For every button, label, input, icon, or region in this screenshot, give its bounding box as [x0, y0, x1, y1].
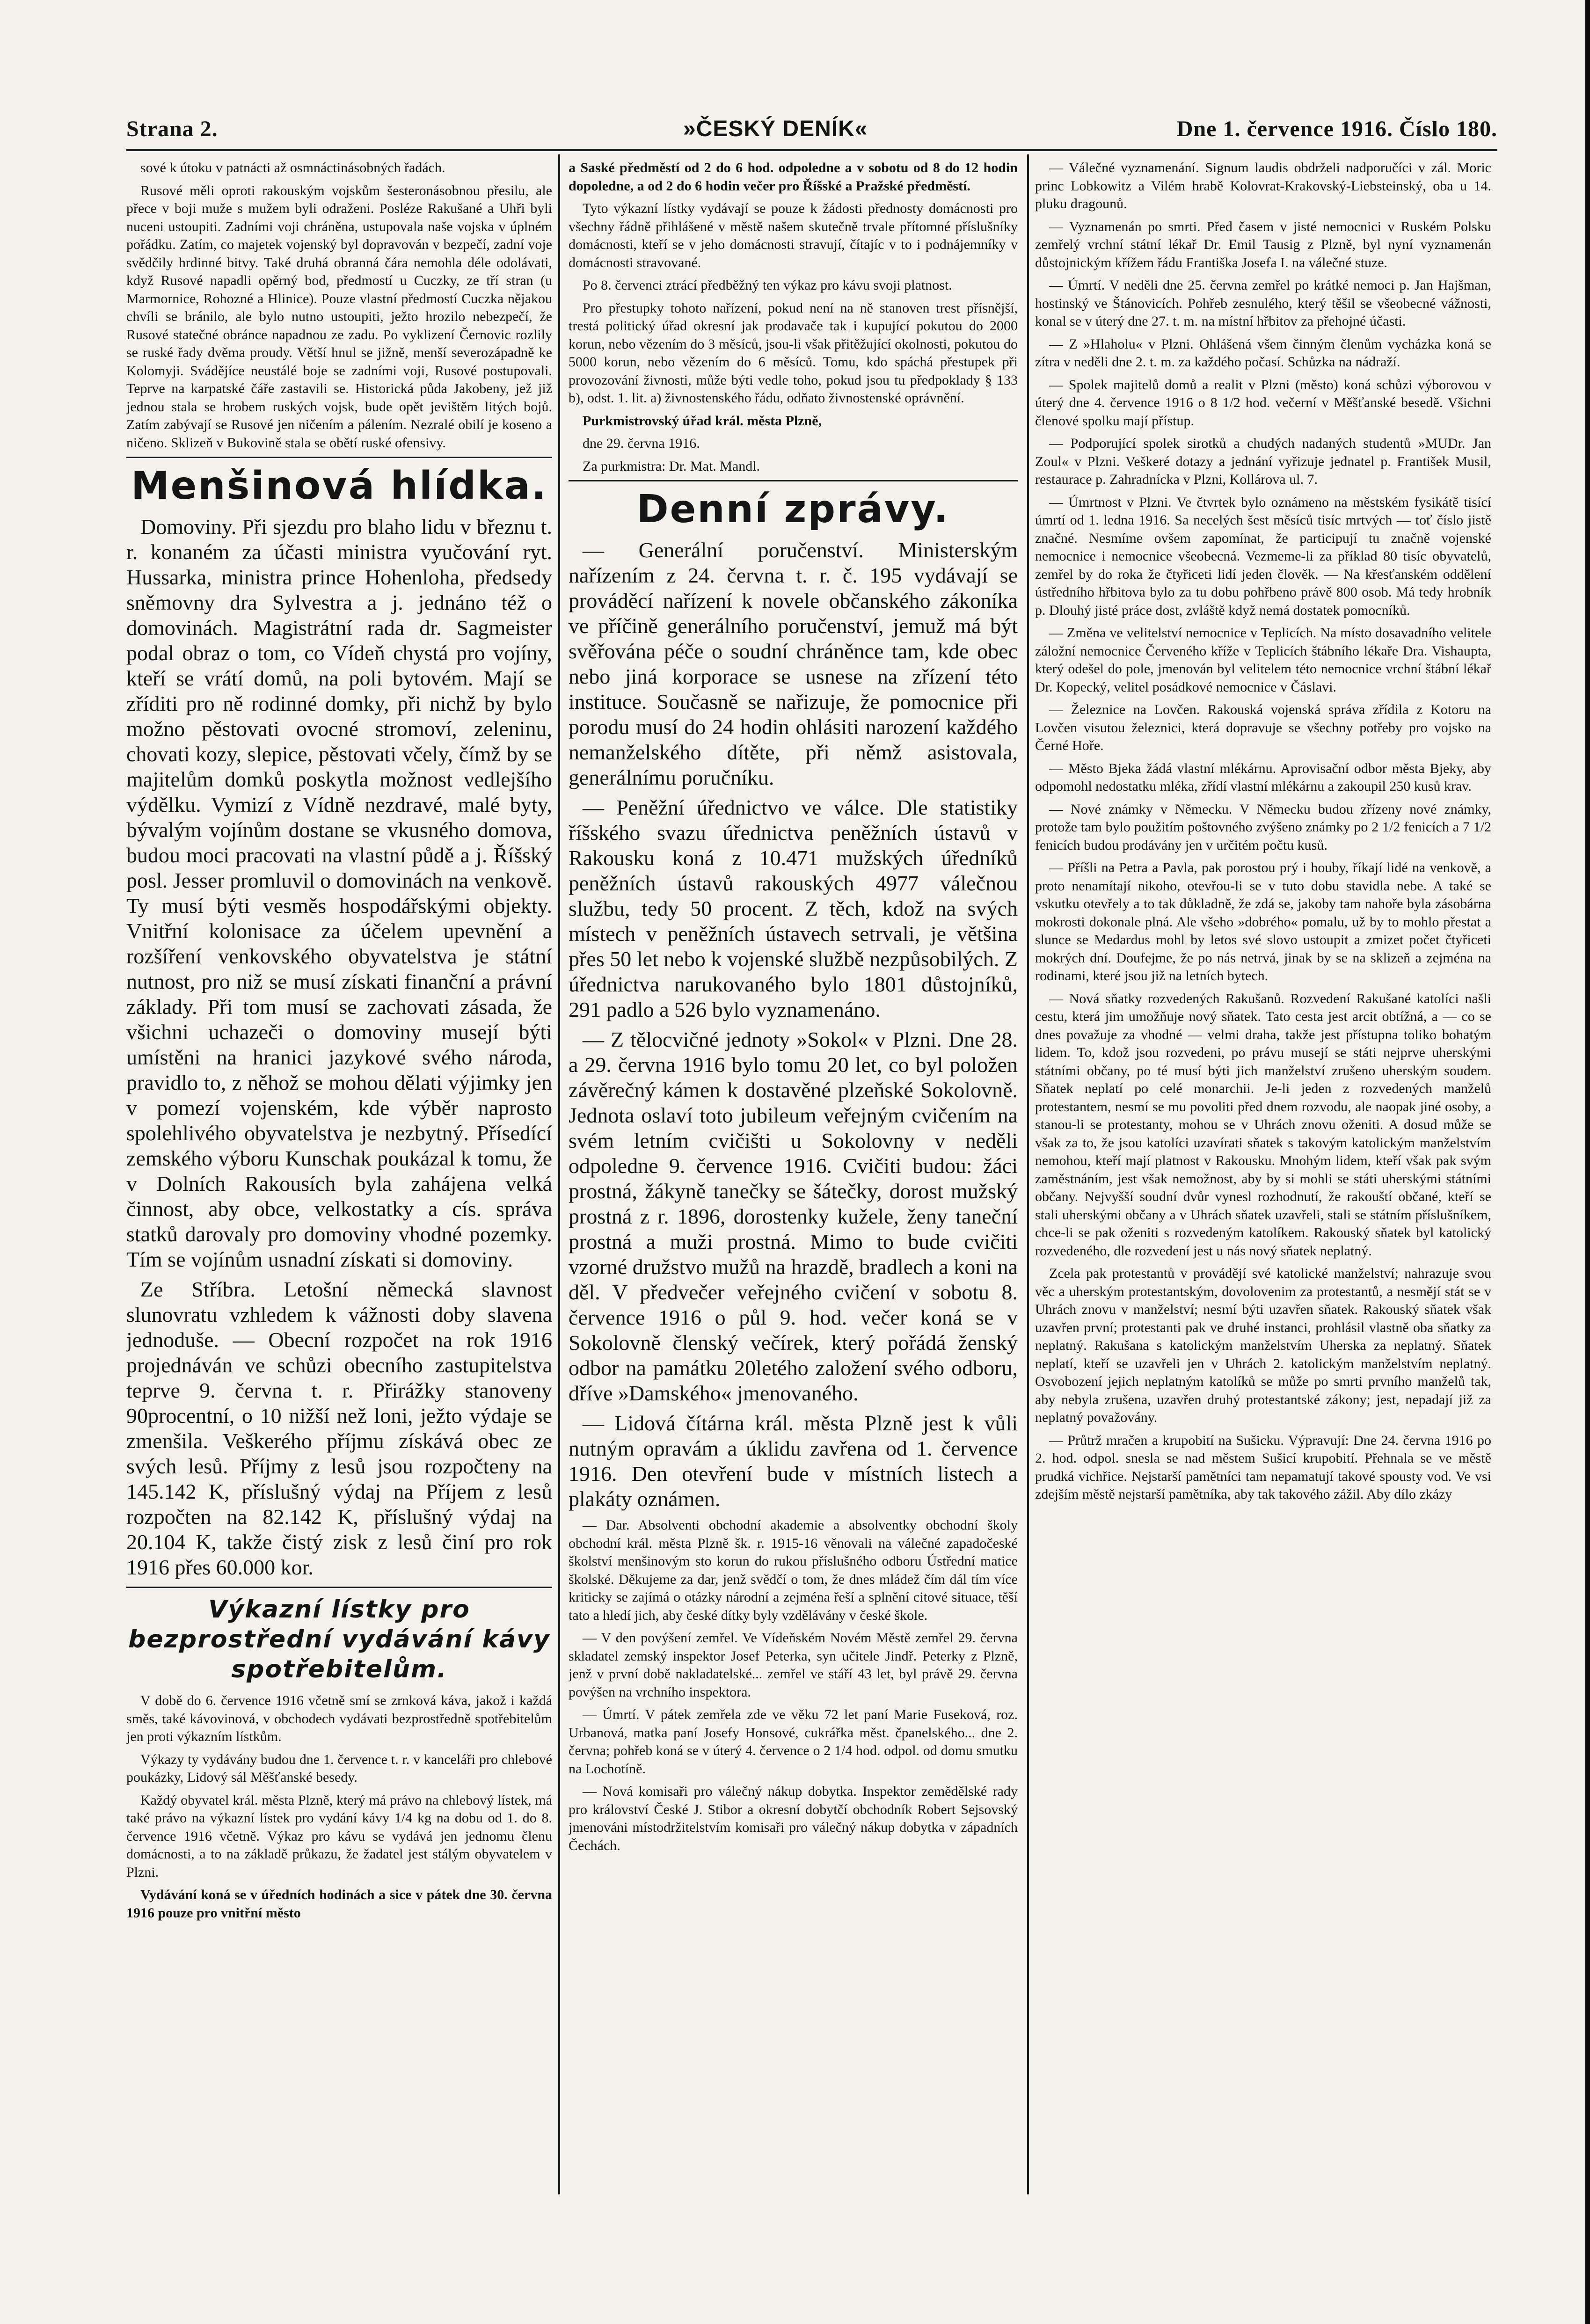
paragraph: Rusové měli oproti rakouským vojskům šesteronásobnou přesilu, ale přece v boji muže s mužem byli odraženi. Posléze Rakušané a Uhři byli nuceni ustoupiti. Zadními voji chráněna, ustupovala naše vojska v úplném pořádku. Zatím, co majetek vojenský byl dopravován v bezpečí, zadní voje svědčily hrdinné bitvy. Také druhá obranná čára nemohla déle odolávati, když Rusové napadli opěrný bod, předmostí u Cuczky, ze tří stran (u Marmornice, Rohozné a Hlinice). Pouze vlastní předmostí Cuczka nějakou chvíli se bránilo, ale bylo nutno ustoupiti, ježto hrozilo nebezpečí, že Rusové statečné obránce napadnou ze zadu. Po vyklizení Černovic rozlily se ruské řady dvěma proudy. Větší hnul se jižně, menší severozápadně ke Kolomyji. Svádějíce neustálé boje se zadními voji, Rusové postupovali. Teprve na karpatské čáře zastavili se. Historická půda Jakobeny, jež již jednou stala se hrobem ruských vojsk, bude opět jevištěm litých bojů. Zatím zabývají se Rusové jen ničením a pálením. Nezralé obilí je koseno a ničeno. Sklizeň v Bukovině stala se obětí ruské ofensivy. [126, 182, 552, 451]
news-item: — Příšli na Petra a Pavla, pak porostou prý i houby, říkají lidé na venkově, a proto nenamítají nikoho, otevřou-li se v tuto dobu stavidla nebe. A také se vskutku otevřely a to tak důkladně, že zdá se, jakoby tam nahoře byla zásobárna mokrosti dokonale plná. Ale všeho »dobrého« pomalu, už by to mohlo přestat a slunce se Medardus mohl by letos své slovo ustoupit a zmizet počet čtyřiceti mokrých dní. Doufejme, že po nás netrvá, jinak by se na sklizeň a zejména na rodinami, které jsou již na letních bytech. [1035, 860, 1491, 984]
paragraph: Domoviny. Při sjezdu pro blaho lidu v březnu t. r. konaném za účasti ministra vyučování ryt. Hussarka, ministra prince Hohenloha, předsedy sněmovny dra Sylvestra a j. jednáno též o domovinách. Magistrátní rada dr. Sagmeister podal obraz o tom, co Vídeň chystá pro vojíny, kteří se vrátí domů, na poli bytovém. Mají se zříditi pro ně rodinné domky, při nichž by bylo možno pěstovati ovocné stromoví, zeleninu, chovati kozy, slepice, pěstovati včely, čímž by se majitelům domků poskytla možnost vedlejšího výdělku. Vymizí z Vídně nezdravé, malé byty, bývalým vojínům dostane se vkusného domova, budou moci pracovati na vlastní půdě a j. Říšský posl. Jesser promluvil o domovinách na venkově. Ty musí býti vesměs hospodářskými objekty. Vnitřní kolonisace za účelem upevnění a rozšíření venkovského obyvatelstva je státní nutnost, pro niž se musí získati finanční a právní základy. Při tom musí se zachovati zásada, že všichni uchazeči o domoviny musejí býti umístěni na hranici jazykové svého národa, pravidlo to, z něhož se mohou dělati výjimky jen v pomezí vojenském, kde výběr naprosto spolehlivého obyvatelstva je nezbytný. Přísedící zemského výboru Kunschak poukázal k tomu, že v Dolních Rakousích byla zahájena velká činnost, aby obce, velkostatky a cís. správa statků darovaly pro domoviny vhodné pozemky. Tím se vojínům usnadní získati si domoviny. [126, 515, 552, 1271]
coffee-notice-continued [569, 159, 1018, 475]
paragraph: Po 8. červenci ztrácí předběžný ten výkaz pro kávu svoji platnost. [583, 277, 952, 293]
issue-date-line: dne 29. června 1916. [583, 436, 700, 451]
paragraph: V době do 6. července 1916 včetně smí se zrnková káva, jakož i každá směs, také kávovinová, v obchodech vydávati bezprostředně spotřebitelům jen proti výkazním lístkům. [126, 1693, 552, 1744]
column-rule-right [1027, 154, 1029, 2194]
news-item: — Vyznamenán po smrti. Před časem v jisté nemocnici v Ruském Polsku zemřelý vrchní státní lékař Dr. Emil Tausig z Plzně, byl nyní vyznamenán důstojnickým křížem řádu Františka Josefa I. na válečné stuze. [1035, 219, 1491, 270]
paragraph: Každý obyvatel král. města Plzně, který má právo na chlebový lístek, má také právo na výkazní lístek pro vydání kávy 1/4 kg na dobu od 1. do 8. července 1916 včetně. Výkaz pro kávu se vydává jen jednomu členu domácnosti, a to na základě průkazu, že žadatel jest stálým obyvatelem v Plzni. [126, 1792, 552, 1880]
article-divider [126, 457, 552, 458]
news-item: — Dar. Absolventi obchodní akademie a absolventky obchodní školy obchodní král. města Plzně šk. r. 1915-16 věnovali na válečné zapadočeské školství menšinovým sto korun do rukou příslušného odboru Ústřední matice školské. Děkujeme za dar, jenž svědčí o tom, že dnes mládež čím dál tím více kriticky se zajímá o otázky národní a zejména řeší a splnění citové situace, těší tato a hledí jich, aby české dítky byly vzdělávány v české škole. [569, 1517, 1018, 1623]
paragraph: a Saské předměstí od 2 do 6 hod. odpoledne a v sobotu od 8 do 12 hodin dopoledne, a od 2 do 6 hodin večer pro Říšské a Pražské předměstí. [569, 160, 1018, 194]
daily-news-main [569, 538, 1018, 1512]
paragraph: Tyto výkazní lístky vydávají se pouze k žádosti přednosty domácnosti pro všechny řádně přihlášené v městě našem skutečně trvale přítomné příslušníky domácnosti, kteří se v jeho domácnosti stravují, čítajíc v to i podnájemníky v domácnosti stravované. [569, 201, 1018, 270]
scan-edge [1585, 0, 1590, 2324]
news-item: — Město Bjeka žádá vlastní mlékárnu. Aprovisační odbor města Bjeky, aby odpomohl nedostatku mléka, zřídí vlastní mlékárnu a zakoupil 250 kusů krav. [1035, 760, 1491, 794]
column-rule-left [558, 154, 560, 2194]
war-report-continued [126, 159, 552, 452]
minority-article [126, 514, 552, 1580]
coffee-notice [126, 1692, 552, 1922]
news-item: — Z »Hlaholu« v Plzni. Ohlášená všem činným členům vycházka koná se zítra v neděli dne 2. t. m. za každého počasí. Schůzka na nádraží. [1035, 336, 1491, 370]
news-item: — Nové známky v Německu. V Německu budou zřízeny nové známky, protože tam bylo použitím poštovného zvýšeno známky po 2 1/2 fenicích a 7 1/2 fenicích budou prodávány jen v určitém počtu kusů. [1035, 801, 1491, 853]
daily-news-small [569, 1516, 1018, 1855]
news-item: — Průtrž mračen a krupobití na Sušicku. Výpravují: Dne 24. června 1916 po 2. hod. odpol. snesla se nad městem Sušicí krupobití. Přehnala se ve městě prudká vichřice. Nejstarší pamětníci tam nepamatují takové spousty vod. Ve vsi zdejším městě nejstarší pamětníka, aby tak takového zážil. Aby dílo zkázy [1035, 1432, 1491, 1502]
section-heading-minority: Menšinová hlídka. [131, 464, 547, 508]
news-item: — Změna ve velitelství nemocnice v Teplicích. Na místo dosavadního velitele záložní nemocnice Červeného kříže v Teplicích štábního lékaře Dra. Vishaupta, který odešel do pole, jmenován byl velitelem této nemocnice vrchní štábní lékař Dr. Kopecký, velitel posádkové nemocnice v Čáslavi. [1035, 625, 1491, 695]
news-item: — V den povýšení zemřel. Ve Vídeňském Novém Městě zemřel 29. června skladatel zemský inspektor Josef Peterka, syn učitele Jindř. Peterky z Plzně, jenž v první době nakladatelské... zemřel ve stáří 43 let, byl právě 29. června povýšen na vrchního inspektora. [569, 1630, 1018, 1700]
column-1 [126, 159, 552, 2194]
section-heading-daily-news: Denní zprávy. [636, 487, 950, 532]
news-item: — Nová komisaři pro válečný nákup dobytka. Inspektor zemědělské rady pro království České J. Stibor a okresní dobytčí obchodník Robert Sejsovský jmenováni místodržitelstvím komisaři pro válečný nákup dobytka v západních Čechách. [569, 1784, 1018, 1853]
news-item: — Úmrtnost v Plzni. Ve čtvrtek bylo oznámeno na městském fysikátě tisící úmrtí od 1. ledna 1916. Sa necelých šest měsíců tisíc mrtvých — toť číslo jistě značné. Nesmíme ovšem zapomínat, že participují tu značně vojenské nemocnice i nemocnice všeobecná. Vezmeme-li za příklad 80 tisíc obyvatelů, zemřel by do roka že čtyřiceti lidí jeden člověk. — Na křesťanském oddělení ústředního hřbitova bylo za tu dobu pohřbeno právě 800 osob. Má tedy hrobník p. Dlouhý jisté práce dost, zvláště když nemá dostatek pomocníků. [1035, 494, 1491, 618]
news-item: — Z tělocvičné jednoty »Sokol« v Plzni. Dne 28. a 29. června 1916 bylo tomu 20 let, co byl položen závěrečný kámen k dostavěné plzeňské Sokolovně. Jednota oslaví toto jubileum veřejným cvičením na svém letním cvičišti u Sokolovny v neděli odpoledne 9. července 1916. Cvičiti budou: žáci prostná, žákyně tanečky se šátečky, dorost mužský prostná z r. 1896, dorostenky kužele, ženy taneční prostná a muži prostná. Mimo to bude cvičiti vzorné družstvo mužů na hrazdě, bradlech a koni na děl. V předvečer veřejného cvičení v sobotu 8. července 1916 o půl 9. hod. večer koná se v Sokolovně členský večírek, který pořádá ženský odbor na památku 20letého založení svého odboru, dříve »Damského« jmenovaného. [569, 1027, 1018, 1405]
news-item: — Spolek majitelů domů a realit v Plzni (město) koná schůzi výborovou v úterý dne 4. července 1916 o 8 1/2 hod. večerní v Měšťanské besedě. Všichni členové spolku mají přístup. [1035, 377, 1491, 429]
article-divider [569, 480, 1018, 481]
news-item: — Nová sňatky rozvedených Rakušanů. Rozvedení Rakušané katolíci našli cestu, která jim umožňuje nový sňatek. Tato cesta jest arcit obtížná, a — co se dnes považuje za vhodné — velmi draha, takže jest přístupna toliko bohatým lidem. To, kdož jsou rozvedeni, po právu musejí se státi nejprve uherskými státními občany, po té musí býti jich manželství zrušeno uherským soudem. Sňatek neplatí po celé monarchii. Je-li jeden z rozvedených manželů protestantem, nesmí se mu povoliti před dnem rozvodu, ale naopak jiné osoby, a stanou-li se protestanty, mohou se v Uhrách znovu oženiti. A dosud může se však za to, že jsou katolíci uzavírati sňatek s takovým katolickým manželstvím nemohou, kteří mají platnost v Rakousku. Mnohým lidem, kteří však pak svým zaměstnáním, jest však nemožnost, aby by si mohli se státi uherskými státními občany. Nejvyšší soudní dvůr vynesl rozhodnutí, že rakouští občané, kteří se stali uherskými občany a v Uhrách sňatek uzavřeli, stali se státním příslušníkem, chce-li se pak oženiti s rozvedeným katolíkem. Rakouský sňatek byl katolický rozvedeného, dle rozvedení jest u nás nový sňatek neplatný. [1035, 991, 1491, 1259]
column-2 [569, 159, 1018, 2194]
issue-date: Dne 1. července 1916. Číslo 180. [1176, 117, 1497, 141]
page-number: Strana 2. [126, 117, 218, 141]
signature: Za purkmistra: Dr. Mat. Mandl. [583, 458, 760, 474]
article-divider [126, 1587, 552, 1588]
paragraph: Ze Stříbra. Letošní německá slavnost slunovratu vzhledem k vážnosti doby slavena jednoduše. — Obecní rozpočet na rok 1916 projednáván ve schůzi obecního zastupitelstva teprve 9. června t. r. Přirážky stanoveny 90procentní, o 10 nižší než loni, ježto výdaje se zmenšila. Veškerého příjmu získává obec ze svých lesů. Příjmy z lesů jsou rozpočteny na 145.142 K, příslušný výdaj na Příjem z lesů rozpočten na 82.142 K, příslušný výdaj na 20.104 K, takže čistý zisk z lesů činí pro rok 1916 přes 60.000 kor. [126, 1277, 552, 1579]
paragraph: Pro přestupky tohoto nařízení, pokud není na ně stanoven trest přísnější, trestá politický úřad okresní jak prodavače tak i kupující pokutou do 2000 korun, nebo vězením do 3 měsíců, jsou-li však přitěžující okolnosti, pokutou do 5000 korun, nebo vězením do 6 měsíců. Tomu, kdo spáchá přestupek při provozování živnosti, může býti vedle toho, pokud jsou tu předpoklady § 133 b), odst. 1. lit. a) živnostenského řádu, odňato živnostenské oprávnění. [569, 300, 1018, 406]
newspaper-title: »ČESKÝ DENÍK« [683, 117, 868, 141]
header-rule [126, 149, 1497, 151]
issuing-office: Purkmistrovský úřad král. města Plzně, [583, 413, 822, 429]
news-item: Zcela pak protestantů v provádějí své katolické manželství; nahrazuje svou věc a uherským protestantským, dovolovenim za protestantů, a nesmějí stát se v Uhrách znovu v manželství; nesmí býti uzavřen sňatek. Rakouský sňatek však uzavřen první; protestanti pak ve druhé instanci, prohlásil vlastně oba sňatky za neplatný. Rakušana s katolickým manželstvím Uherska za neplatný. Sňatek neplatí, kteří se uzavřeli jen v Uhrách 2. katolickým manželstvím neplatný. Osvobození jejich neplatným katolíků se může po smrti prvního manželů tak, aby nebyla zrušena, uzavřen druhý protestantské zákony; jest, nepadají již za neplatný považovány. [1035, 1266, 1491, 1425]
news-item: — Úmrtí. V pátek zemřela zde ve věku 72 let paní Marie Fuseková, roz. Urbanová, matka paní Josefy Honsové, cukrářka měst. čpanelského... dne 2. června; pohřeb koná se v úterý 4. července o 2 1/4 hod. odpol. od domu smutku na Lochotíně. [569, 1707, 1018, 1777]
page-header [126, 116, 1497, 145]
news-item: — Úmrtí. V neděli dne 25. června zemřel po krátké nemoci p. Jan Hajšman, hostinský ve Štánovicích. Pohřeb zesnulého, který těšil se všeobecné vážnosti, konal se v úterý dne 27. t. m. na místní hřbitov za přehojné účasti. [1035, 277, 1491, 329]
news-item: — Železnice na Lovčen. Rakouská vojenská správa zřídila z Kotoru na Lovčen visutou železnici, která dopravuje se všechny potřeby pro vojsko na Černé Hoře. [1035, 702, 1491, 753]
column-3 [1035, 159, 1491, 2194]
paragraph: sové k útoku v patnácti až osmnáctinásobných řadách. [140, 160, 445, 175]
news-item: — Lidová čítárna král. města Plzně jest k vůli nutným opravám a úklidu zavřena od 1. července 1916. Den otevření bude v místních listech a plakáty oznámen. [569, 1411, 1018, 1511]
news-item: — Podporující spolek sirotků a chudých nadaných studentů »MUDr. Jan Zoul« v Plzni. Veškeré dotazy a jednání vyřizuje jednatel p. František Musil, restaurace p. Zahradnícka v Plzni, Kollárova ul. 7. [1035, 436, 1491, 487]
news-item: — Válečné vyznamenání. Signum laudis obdrželi nadporučíci v zál. Moric princ Lobkowitz a Vilém hrabě Kolovrat-Krakovský-Liebsteinský, oba u 14. pluku dragounů. [1035, 160, 1491, 211]
paragraph: Výkazy ty vydávány budou dne 1. července t. r. v kanceláři pro chlebové poukázky, Lidový sál Měšťanské besedy. [126, 1751, 552, 1785]
news-item: — Generální poručenství. Ministerským nařízením z 24. června t. r. č. 195 vydávají se prováděcí nařízení k novele občanského zákoníka ve příčině generálního poručenství, jemuž má být svěřována péče o soudní chráněnce tam, kde obec nebo jiná korporace se usnese na zřízení této instituce. Současně se nařizuje, že pomocnice při porodu musí do 24 hodin ohlásiti narození každého nemanželského dítěte, při němž asistovala, generálnímu poručníku. [569, 538, 1018, 789]
news-item: — Peněžní úřednictvo ve válce. Dle statistiky říšského svazu úřednictva peněžních ústavů v Rakousku koná z 10.471 mužských úředníků peněžních ústavů rakouských 4977 válečnou službu, tedy 50 procent. Z těch, kdož na svých místech v peněžních ústavech setrvali, je většina přes 50 let nebo k vojenské službě nezpůsobilých. Z úřednictva narukovaného bylo 1801 důstojníků, 291 padlo a 526 bylo vyznamenáno. [569, 795, 1018, 1021]
paragraph: Vydávání koná se v úředních hodinách a sice v pátek dne 30. června 1916 pouze pro vnitřní město [126, 1887, 552, 1921]
coffee-notice-heading: Výkazní lístky pro bezprostřední vydávání kávy spotřebitelům. [128, 1595, 550, 1683]
